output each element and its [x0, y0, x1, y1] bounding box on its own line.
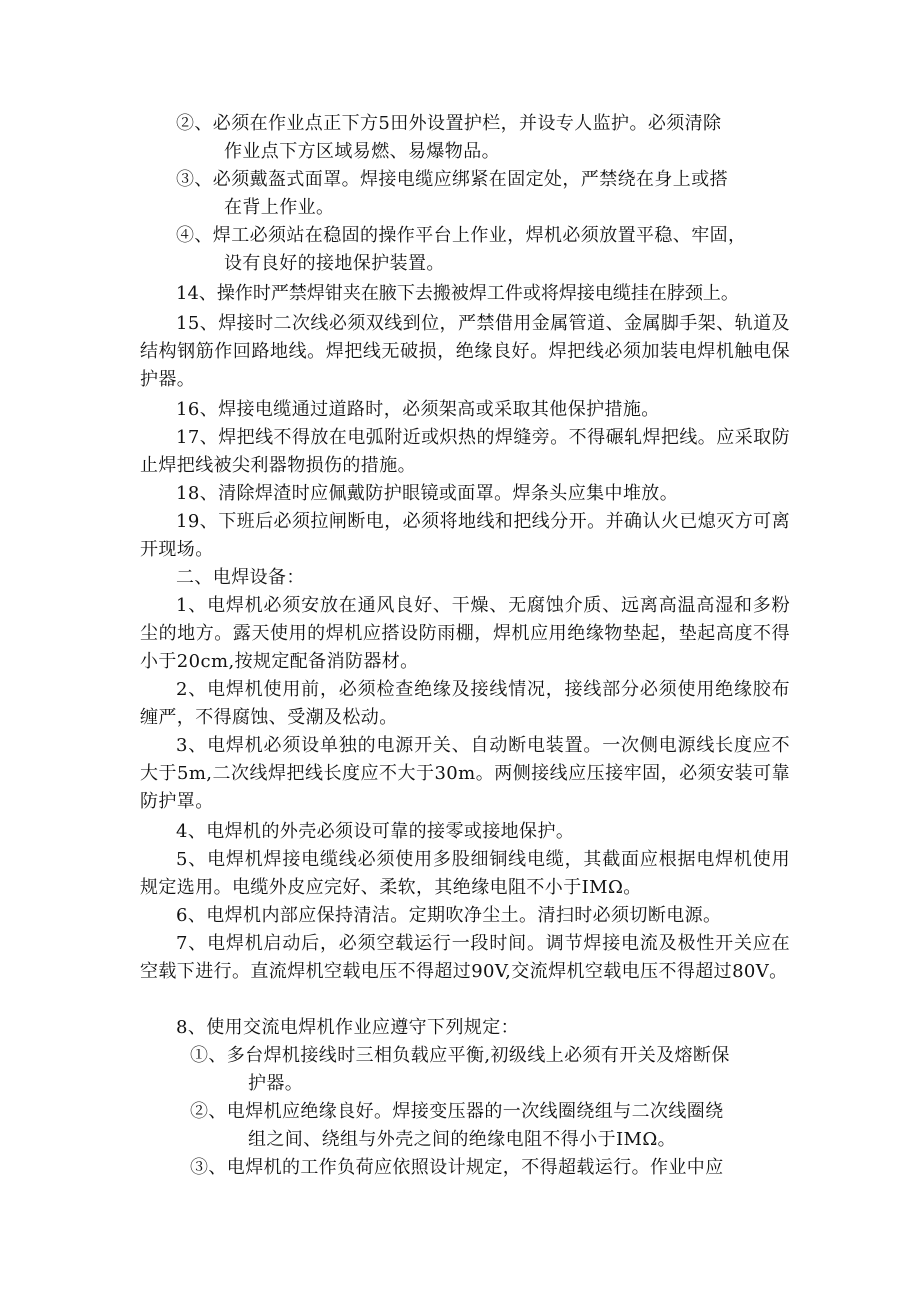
sub-item-line: 组之间、绕组与外壳之间的绝缘电阻不得小于IMΩ。 [248, 1129, 677, 1150]
sub-item-line: ②、电焊机应绝缘良好。焊接变压器的一次线圈绕组与二次线圈绕 [190, 1101, 724, 1122]
equipment-item-7: 7、电焊机启动后，必须空载运行一段时间。调节焊接电流及极性开关应在空载下进行。直流焊机空载电压不得超过90V,交流焊机空载电压不得超过80V。 [140, 933, 790, 982]
sub-item-4-platform [176, 222, 816, 278]
ac-sub-item-2-insulation [190, 1098, 810, 1154]
paragraph-18: 18、清除焊渣时应佩戴防护眼镜或面罩。焊条头应集中堆放。 [176, 483, 679, 504]
ac-sub-item-3-load [190, 1154, 810, 1182]
sub-item-line: 作业点下方区域易燃、易爆物品。 [224, 141, 500, 162]
sub-item-line: 在背上作业。 [224, 197, 335, 218]
paragraph-17: 17、焊把线不得放在电弧附近或炽热的焊缝旁。不得碾轧焊把线。应采取防止焊把线被尖利器物损伤的措施。 [140, 427, 790, 476]
sub-item-line: ③、必须戴盔式面罩。焊接电缆应绑紧在固定处，严禁绕在身上或搭 [176, 169, 728, 190]
ac-sub-item-1-load-balance [190, 1042, 810, 1098]
sub-item-line: ①、多台焊机接线时三相负载应平衡,初级线上必须有开关及熔断保 [190, 1045, 730, 1066]
paragraph-16: 16、焊接电缆通过道路时，必须架高或采取其他保护措施。 [176, 399, 660, 420]
sub-item-line: ③、电焊机的工作负荷应依照设计规定，不得超载运行。作业中应 [190, 1157, 724, 1178]
sub-item-line: ④、焊工必须站在稳固的操作平台上作业，焊机必须放置平稳、牢固， [176, 225, 747, 246]
sub-item-line: ②、必须在作业点正下方5田外设置护栏，并设专人监护。必须清除 [176, 113, 722, 134]
paragraph-19: 19、下班后必须拉闸断电，必须将地线和把线分开。并确认火已熄灭方可离开现场。 [140, 511, 790, 560]
sub-item-2-guardrail [176, 110, 816, 166]
section-heading-equipment: 二、电焊设备： [176, 567, 305, 588]
sub-item-3-face-shield [176, 166, 816, 222]
sub-item-line: 护器。 [248, 1073, 304, 1094]
sub-item-line: 设有良好的接地保护装置。 [224, 253, 445, 274]
equipment-item-6: 6、电焊机内部应保持清洁。定期吹净尘土。清扫时必须切断电源。 [176, 905, 722, 926]
equipment-item-5: 5、电焊机焊接电缆线必须使用多股细铜线电缆，其截面应根据电焊机使用规定选用。电缆外皮应完好、柔软，其绝缘电阻不小于IMΩ。 [140, 849, 790, 898]
equipment-item-2: 2、电焊机使用前，必须检查绝缘及接线情况，接线部分必须使用绝缘胶布缠严，不得腐蚀、受潮及松动。 [140, 679, 790, 728]
equipment-item-4: 4、电焊机的外壳必须设可靠的接零或接地保护。 [176, 821, 575, 842]
equipment-item-3: 3、电焊机必须设单独的电源开关、自动断电装置。一次侧电源线长度应不大于5m,二次线焊把线长度应不大于30m。两侧接线应压接牢固，必须安装可靠防护罩。 [140, 735, 790, 812]
equipment-item-1: 1、电焊机必须安放在通风良好、干燥、无腐蚀介质、远离高温高湿和多粉尘的地方。露天使用的焊机应搭设防雨棚，焊机应用绝缘物垫起，垫起高度不得小于20cm,按规定配备消防器材。 [140, 595, 790, 672]
equipment-item-8: 8、使用交流电焊机作业应遵守下列规定： [176, 1017, 520, 1038]
paragraph-14: 14、操作时严禁焊钳夹在腋下去搬被焊工件或将焊接电缆挂在脖颈上。 [176, 283, 739, 304]
paragraph-15: 15、焊接时二次线必须双线到位，严禁借用金属管道、金属脚手架、轨道及结构钢筋作回路地线。焊把线无破损，绝缘良好。焊把线必须加装电焊机触电保护器。 [140, 313, 790, 390]
